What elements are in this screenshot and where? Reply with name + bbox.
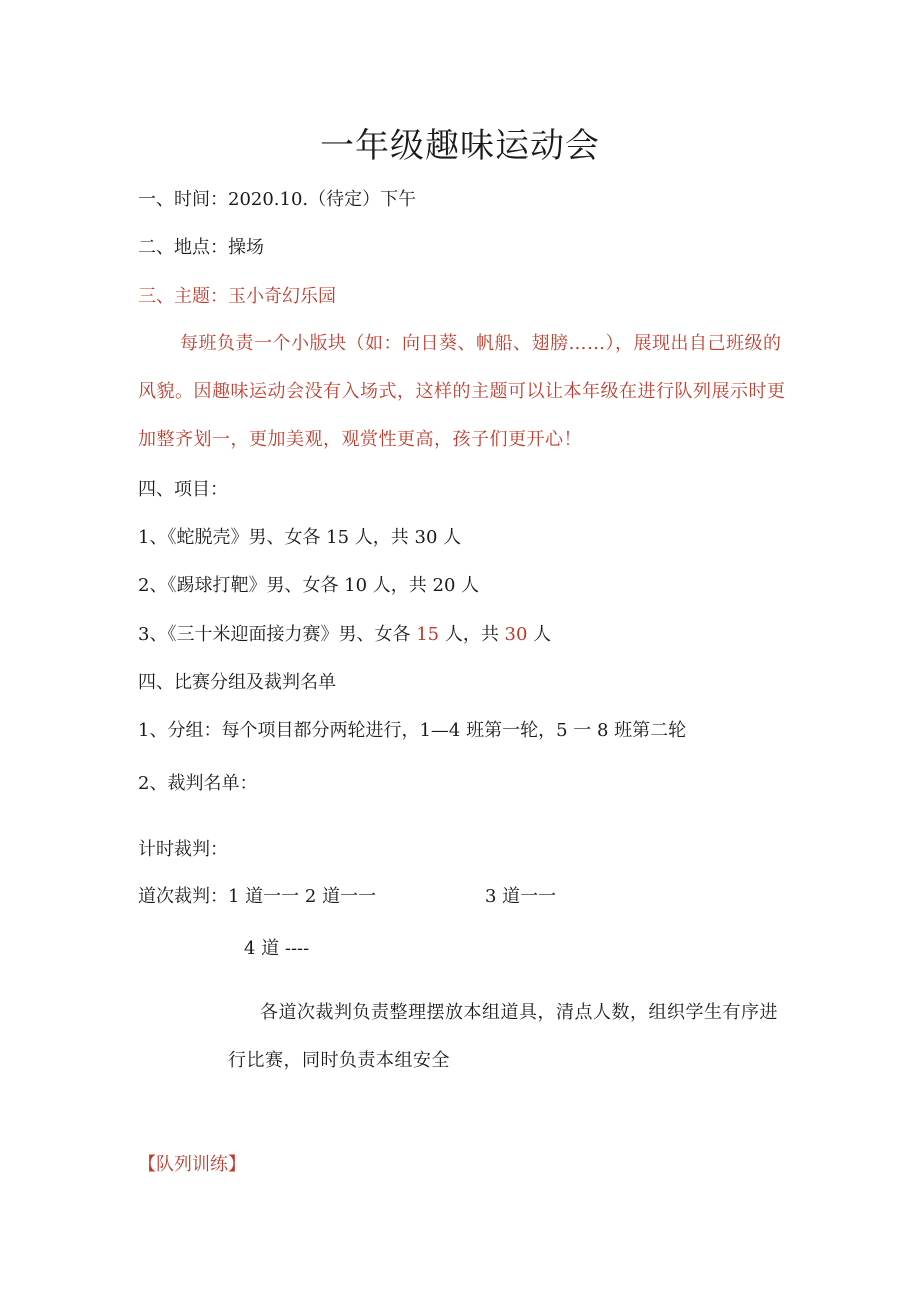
grouping-line: 1、分组：每个项目都分两轮进行，1—4 班第一轮，5 一 8 班第二轮 [138,720,687,741]
drill-heading: 【队列训练】 [138,1154,246,1175]
project-3-middle: 人，共 [439,624,505,645]
project-3-prefix: 3、《三十米迎面接力赛》男、女各 [138,624,417,645]
project-item-2: 2、《踢球打靶》男、女各 10 人，共 20 人 [138,575,480,596]
project-3-suffix: 人 [527,624,552,645]
project-item-3 [138,621,551,649]
lane-referee-c: 4 道 ---- [244,938,310,959]
project-3-count-total: 30 [504,624,528,645]
timing-referee: 计时裁判： [138,839,228,860]
referee-heading: 2、裁判名单： [138,773,258,794]
time-line: 一、时间：2020.10.（待定）下午 [138,189,417,210]
theme-line: 三、主题：玉小奇幻乐园 [138,286,336,307]
projects-heading: 四、项目： [138,479,228,500]
place-line: 二、地点：操场 [138,237,264,258]
grouping-heading: 四、比赛分组及裁判名单 [138,672,336,693]
lane-referee-b: 3 道一一 [485,886,557,907]
theme-paragraph: 每班负责一个小版块（如：向日葵、帆船、翅膀……），展现出自己班级的风貌。因趣味运动会没有入场式，这样的主题可以让本年级在进行队列展示时更加整齐划一，更加美观，观赏性更高，孩子们更开心！ [138,333,786,450]
lane-referee-a: 道次裁判：1 道一一 2 道一一 [138,886,377,907]
page-title: 一年级趣味运动会 [320,126,600,166]
lane-paragraph: 各道次裁判负责整理摆放本组道具，清点人数，组织学生有序进行比赛，同时负责本组安全 [228,1002,778,1071]
project-3-count-each: 15 [416,624,440,645]
project-item-1: 1、《蛇脱壳》男、女各 15 人，共 30 人 [138,527,462,548]
